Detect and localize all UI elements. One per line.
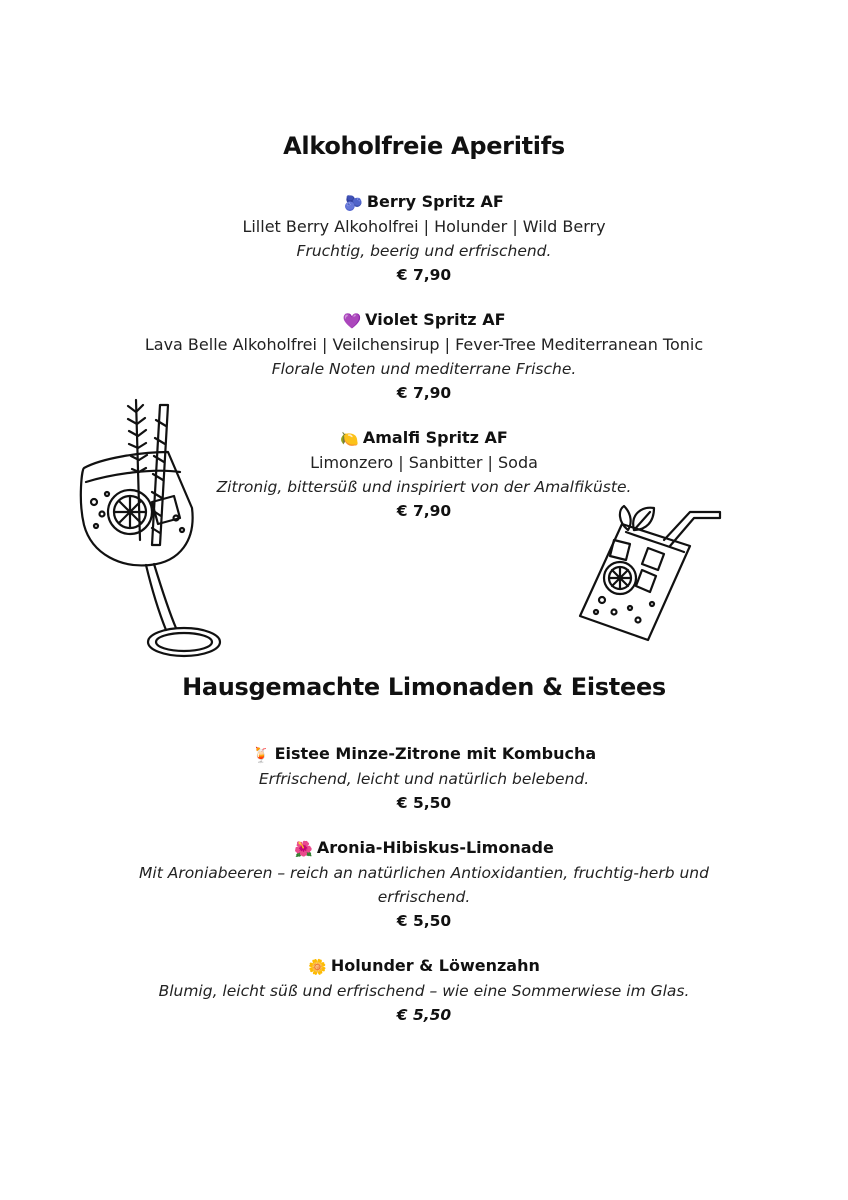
- menu-item-aronia: [0, 836, 848, 933]
- item-name: Berry Spritz AF: [366, 192, 504, 211]
- section-title-limonaden: Hausgemachte Limonaden & Eistees: [182, 673, 666, 701]
- item-name-row: [0, 190, 848, 215]
- blossom-icon: 🌼: [308, 958, 327, 976]
- item-price: € 5,50: [396, 794, 452, 812]
- item-name-row: [0, 308, 848, 333]
- item-description: Erfrischend, leicht und natürlich belebend.: [258, 770, 590, 788]
- item-description: Florale Noten und mediterrane Frische.: [271, 360, 577, 378]
- item-price: € 7,90: [396, 384, 452, 402]
- item-name: Holunder & Löwenzahn: [330, 956, 540, 975]
- spritz-glass-illustration: [72, 390, 227, 665]
- item-price: € 5,50: [396, 1006, 452, 1024]
- item-ingredients: Limonzero | Sanbitter | Soda: [310, 453, 538, 472]
- item-ingredients: Lava Belle Alkoholfrei | Veilchensirup | Fever-Tree Mediterranean Tonic: [144, 335, 704, 354]
- item-name: Aronia-Hibiskus-Limonade: [316, 838, 554, 857]
- item-name: Eistee Minze-Zitrone mit Kombucha: [274, 744, 597, 763]
- item-ingredients: Lillet Berry Alkoholfrei | Holunder | Wild Berry: [242, 217, 606, 236]
- item-description: Fruchtig, beerig und erfrischend.: [296, 242, 552, 260]
- item-name-row: [0, 742, 848, 767]
- lemon-icon: 🍋: [340, 430, 359, 448]
- tropical-drink-icon: 🍹: [251, 746, 271, 764]
- hibiscus-icon: 🌺: [294, 840, 313, 858]
- lemonade-glass-illustration: [572, 500, 727, 650]
- item-description: Blumig, leicht süß und erfrischend – wie eine Sommerwiese im Glas.: [158, 982, 690, 1000]
- blueberry-icon: 🫐: [344, 194, 363, 212]
- item-name: Amalfi Spritz AF: [362, 428, 508, 447]
- item-description: Zitronig, bittersüß und inspiriert von der Amalfiküste.: [216, 478, 632, 496]
- purple-heart-icon: 💜: [342, 312, 362, 330]
- item-name: Violet Spritz AF: [365, 310, 506, 329]
- menu-item-berry-spritz: [0, 190, 848, 287]
- section-title-aperitifs: Alkoholfreie Aperitifs: [283, 132, 565, 160]
- menu-item-holunder: [0, 954, 848, 1027]
- item-name-row: [0, 836, 848, 861]
- item-price: € 5,50: [396, 912, 452, 930]
- menu-item-eistee: [0, 742, 848, 815]
- item-name-row: [0, 954, 848, 979]
- item-price: € 7,90: [396, 502, 452, 520]
- item-description: Mit Aroniabeeren – reich an natürlichen Antioxidantien, fruchtig-herb und erfrischend.: [139, 864, 709, 906]
- item-price: € 7,90: [396, 266, 452, 284]
